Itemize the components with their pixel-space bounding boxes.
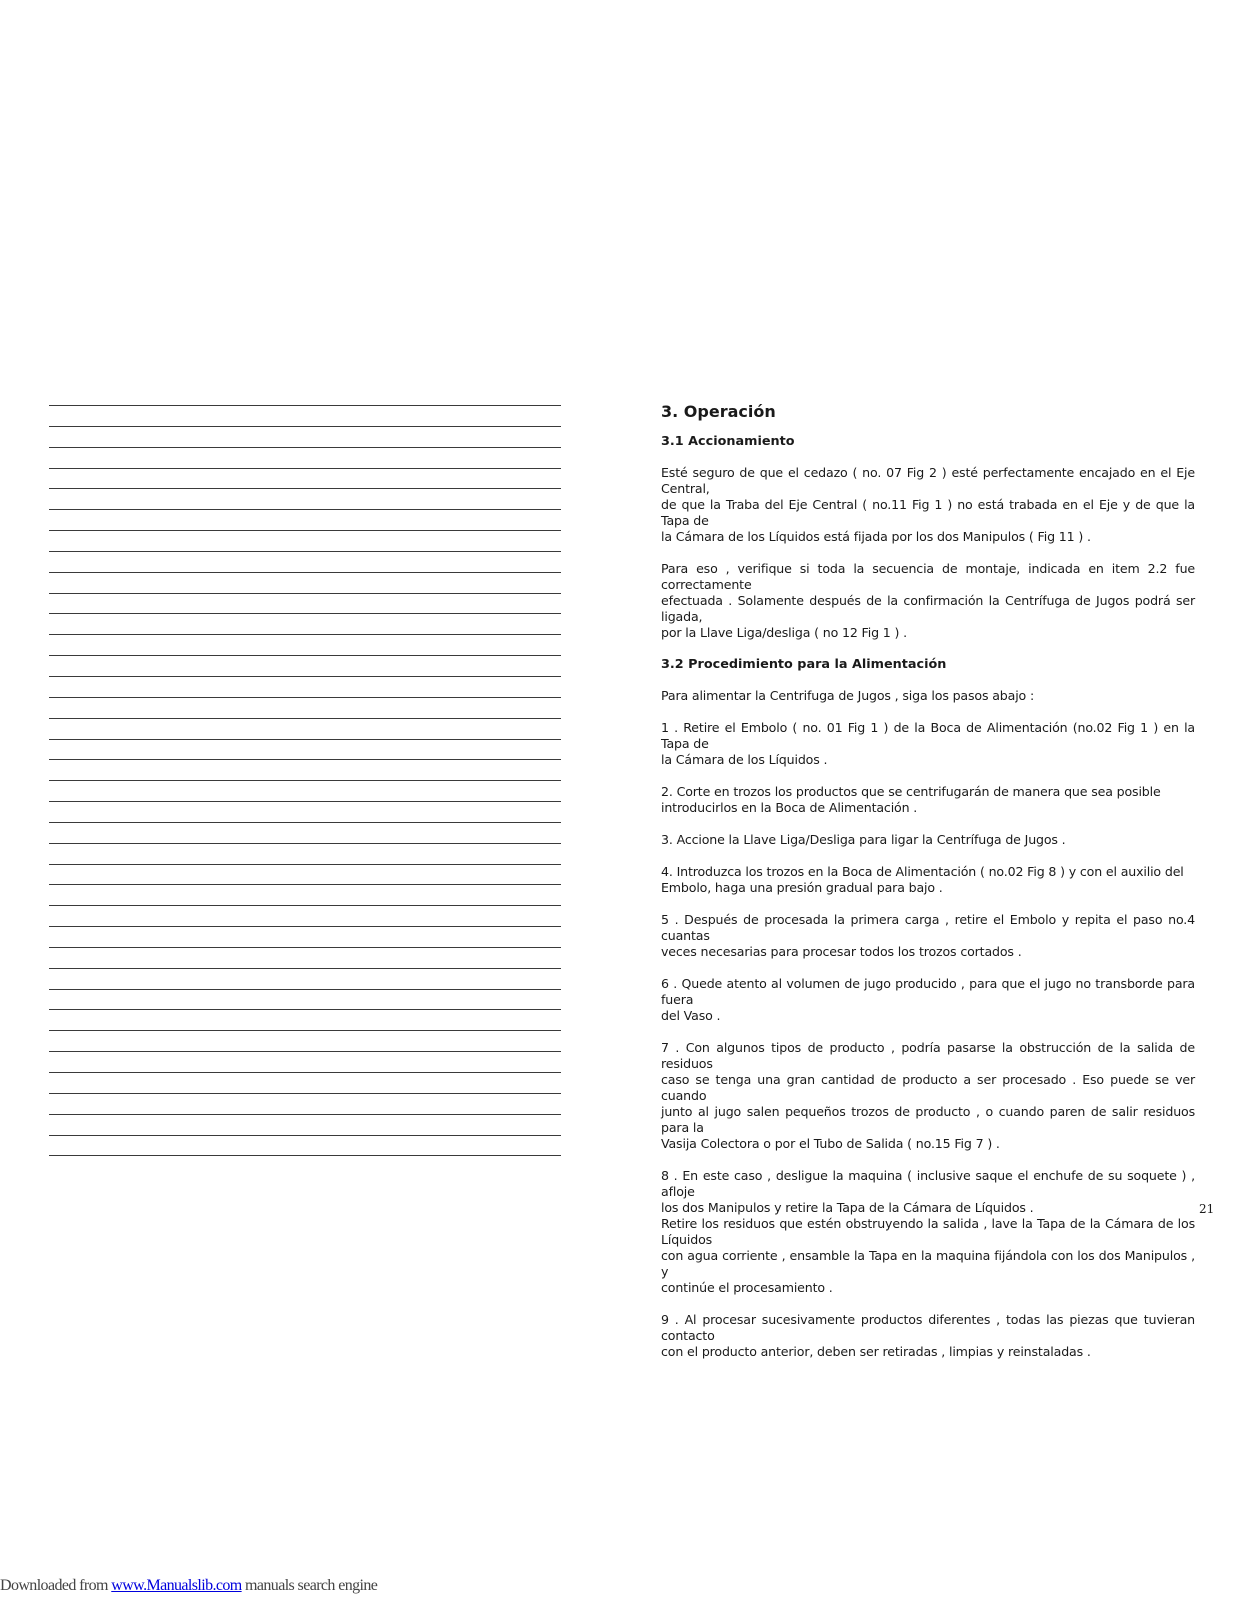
text-line: Retire los residuos que estén obstruyendo la salida , lave la Tapa de la Cámara de los Líquidos xyxy=(661,1216,1195,1247)
paragraph xyxy=(661,976,1195,1024)
note-line xyxy=(49,968,561,989)
note-line xyxy=(49,426,561,447)
note-line xyxy=(49,1135,561,1156)
note-line xyxy=(49,509,561,530)
text-line: introducirlos en la Boca de Alimentación . xyxy=(661,800,918,815)
text-line: por la Llave Liga/desliga ( no 12 Fig 1 ) . xyxy=(661,625,907,640)
text-line: Embolo, haga una presión gradual para bajo . xyxy=(661,880,943,895)
subsections xyxy=(661,434,1195,1360)
text-line: 9 . Al procesar sucesivamente productos diferentes , todas las piezas que tuvieran contacto xyxy=(661,1312,1195,1343)
download-footer xyxy=(0,1577,377,1595)
note-line xyxy=(49,530,561,551)
note-line xyxy=(49,1009,561,1030)
text-line: 8 . En este caso , desligue la maquina ( inclusive saque el enchufe de su soquete ) , afloje xyxy=(661,1168,1195,1199)
subsection-heading: 3.2 Procedimiento para la Alimentación xyxy=(661,657,947,672)
note-line xyxy=(49,593,561,614)
paragraph xyxy=(661,832,1195,848)
note-line xyxy=(49,634,561,655)
paragraph xyxy=(661,688,1195,704)
text-line: caso se tenga una gran cantidad de producto a ser procesado . Eso puede se ver cuando xyxy=(661,1072,1195,1103)
note-line xyxy=(49,822,561,843)
paragraph xyxy=(661,1040,1195,1152)
section-title: 3. Operación xyxy=(661,402,776,421)
text-line: junto al jugo salen pequeños trozos de producto , o cuando paren de salir residuos para la xyxy=(661,1104,1195,1135)
footer-suffix: manuals search engine xyxy=(241,1577,378,1594)
text-line: Para eso , verifique si toda la secuencia de montaje, indicada en item 2.2 fue correctamente xyxy=(661,561,1195,592)
note-line xyxy=(49,447,561,468)
note-line xyxy=(49,613,561,634)
note-line xyxy=(49,655,561,676)
paragraph xyxy=(661,720,1195,768)
note-line xyxy=(49,1093,561,1114)
text-line: con agua corriente , ensamble la Tapa en la maquina fijándola con los dos Manipulos , y xyxy=(661,1248,1195,1279)
paragraph xyxy=(661,561,1195,641)
note-line xyxy=(49,468,561,489)
note-lines xyxy=(49,405,561,1176)
note-line xyxy=(49,1072,561,1093)
text-line: 1 . Retire el Embolo ( no. 01 Fig 1 ) de la Boca de Alimentación (no.02 Fig 1 ) en la Tapa de xyxy=(661,720,1195,751)
note-line xyxy=(49,926,561,947)
note-line xyxy=(49,551,561,572)
page-number: 21 xyxy=(1199,1202,1215,1216)
subsection-heading: 3.1 Accionamiento xyxy=(661,434,795,449)
note-line xyxy=(49,989,561,1010)
note-line xyxy=(49,718,561,739)
text-line: efectuada . Solamente después de la confirmación la Centrífuga de Jugos podrá ser ligada, xyxy=(661,593,1195,624)
text-line: de que la Traba del Eje Central ( no.11 Fig 1 ) no está trabada en el Eje y de que la Tapa de xyxy=(661,497,1195,528)
text-line: del Vaso . xyxy=(661,1008,721,1023)
note-line xyxy=(49,739,561,760)
text-line: 7 . Con algunos tipos de producto , podría pasarse la obstrucción de la salida de residuos xyxy=(661,1040,1195,1071)
text-line: veces necesarias para procesar todos los trozos cortados . xyxy=(661,944,1022,959)
note-line xyxy=(49,1030,561,1051)
note-line xyxy=(49,843,561,864)
note-line xyxy=(49,1051,561,1072)
paragraph xyxy=(661,465,1195,545)
note-line xyxy=(49,947,561,968)
note-line xyxy=(49,905,561,926)
note-line xyxy=(49,884,561,905)
operation-section xyxy=(661,402,1195,1376)
text-line: 2. Corte en trozos los productos que se centrifugarán de manera que sea posible xyxy=(661,784,1161,799)
manualslib-link[interactable]: www.Manualslib.com xyxy=(111,1577,242,1594)
text-line: 3. Accione la Llave Liga/Desliga para ligar la Centrífuga de Jugos . xyxy=(661,832,1066,847)
footer-prefix: Downloaded from xyxy=(0,1577,112,1594)
note-line xyxy=(49,1114,561,1135)
paragraph xyxy=(661,1312,1195,1360)
text-line: 5 . Después de procesada la primera carga , retire el Embolo y repita el paso no.4 cuantas xyxy=(661,912,1195,943)
text-line: continúe el procesamiento . xyxy=(661,1280,833,1295)
text-line: la Cámara de los Líquidos está fijada por los dos Manipulos ( Fig 11 ) . xyxy=(661,529,1091,544)
note-line xyxy=(49,572,561,593)
text-line: Para alimentar la Centrifuga de Jugos , siga los pasos abajo : xyxy=(661,688,1035,703)
text-line: 6 . Quede atento al volumen de jugo producido , para que el jugo no transborde para fuera xyxy=(661,976,1195,1007)
paragraph xyxy=(661,912,1195,960)
note-line xyxy=(49,780,561,801)
paragraph xyxy=(661,784,1195,816)
text-line: los dos Manipulos y retire la Tapa de la Cámara de Líquidos . xyxy=(661,1200,1034,1215)
note-line xyxy=(49,1155,561,1176)
note-line xyxy=(49,405,561,426)
text-line: Vasija Colectora o por el Tubo de Salida ( no.15 Fig 7 ) . xyxy=(661,1136,1000,1151)
text-line: la Cámara de los Líquidos . xyxy=(661,752,828,767)
note-line xyxy=(49,488,561,509)
note-line xyxy=(49,759,561,780)
note-line xyxy=(49,697,561,718)
paragraph xyxy=(661,1168,1195,1296)
text-line: Esté seguro de que el cedazo ( no. 07 Fig 2 ) esté perfectamente encajado en el Eje Central, xyxy=(661,465,1195,496)
paragraph xyxy=(661,864,1195,896)
text-line: 4. Introduzca los trozos en la Boca de Alimentación ( no.02 Fig 8 ) y con el auxilio del xyxy=(661,864,1184,879)
note-line xyxy=(49,801,561,822)
note-line xyxy=(49,864,561,885)
text-line: con el producto anterior, deben ser retiradas , limpias y reinstaladas . xyxy=(661,1344,1091,1359)
note-line xyxy=(49,676,561,697)
